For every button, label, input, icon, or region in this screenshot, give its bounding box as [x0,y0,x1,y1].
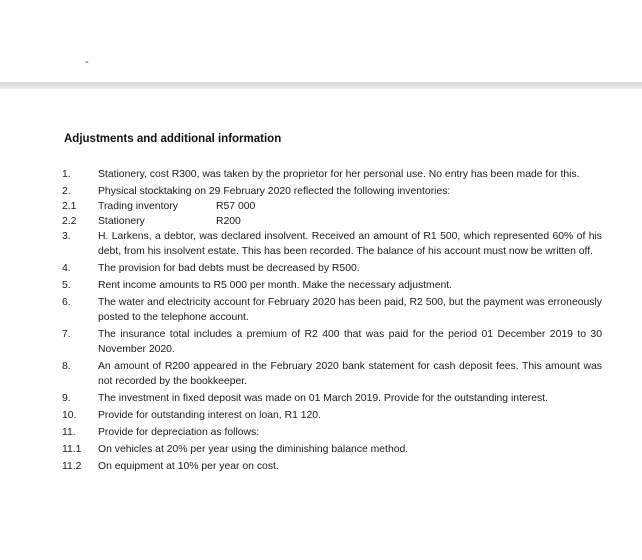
page-separator [0,82,642,89]
item-text: Stationery, cost R300, was taken by the proprietor for her personal use. No entry has been made for this. [98,169,580,180]
list-item [62,261,602,276]
list-item [62,359,602,389]
item-number: 2.2 [62,216,77,227]
item-number: 3. [62,231,71,242]
item-number: 9. [62,393,71,404]
adjustments-list [62,167,602,474]
item-text: Rent income amounts to R5 000 per month. Make the necessary adjustment. [98,280,453,291]
list-item [62,327,602,357]
header-mark: - [85,56,89,68]
item-number: 11. [62,427,76,438]
item-number: 5. [62,280,71,291]
list-item [62,391,602,406]
item-text: Provide for outstanding interest on loan, R1 120. [98,410,321,421]
item-text: Provide for depreciation as follows: [98,427,260,438]
inventory-row [98,214,602,229]
list-item [62,214,602,229]
list-item [62,425,602,440]
item-text: H. Larkens, a debtor, was declared insolvent. Received an amount of R1 500, which represented 60% of his debt, from his insolvent estate. This has been recorded. The balance of his account must now be written off. [98,231,602,257]
inventory-label: Trading inventory [98,201,178,212]
item-number: 10. [62,410,77,421]
item-text: The investment in fixed deposit was made on 01 March 2019. Provide for the outstanding interest. [98,393,548,404]
item-text: Physical stocktaking on 29 February 2020 reflected the following inventories: [98,186,451,197]
item-text: The water and electricity account for February 2020 has been paid, R2 500, but the payment was erroneously posted to the telephone account. [98,297,602,323]
inventory-label: Stationery [98,216,145,227]
item-number: 7. [62,329,71,340]
item-number: 6. [62,297,71,308]
item-text: The provision for bad debts must be decreased by R500. [98,263,360,274]
inventory-value: R200 [216,216,241,227]
item-number: 11.1 [62,444,82,455]
item-number: 2.1 [62,201,77,212]
item-number: 8. [62,361,71,372]
item-number: 11.2 [62,461,82,472]
item-text: The insurance total includes a premium of R2 400 that was paid for the period 01 December 2019 to 30 November 2020. [98,329,602,355]
top-blank-area [0,0,642,82]
list-item [62,295,602,325]
item-number: 4. [62,263,71,274]
inventory-value: R57 000 [216,201,256,212]
list-item [62,167,602,182]
inventory-row [98,199,602,214]
list-item [62,459,602,474]
list-item [62,442,602,457]
item-number: 1. [62,169,71,180]
list-item [62,184,602,199]
document-page [0,89,642,560]
list-item [62,199,602,214]
item-text: On equipment at 10% per year on cost. [98,461,279,472]
list-item [62,229,602,259]
item-number: 2. [62,186,71,197]
document-title: Adjustments and additional information [64,133,282,145]
list-item [62,278,602,293]
list-item [62,408,602,423]
item-text: An amount of R200 appeared in the February 2020 bank statement for cash deposit fees. This amount was not recorded by the bookkeeper. [98,361,602,387]
item-text: On vehicles at 20% per year using the diminishing balance method. [98,444,409,455]
